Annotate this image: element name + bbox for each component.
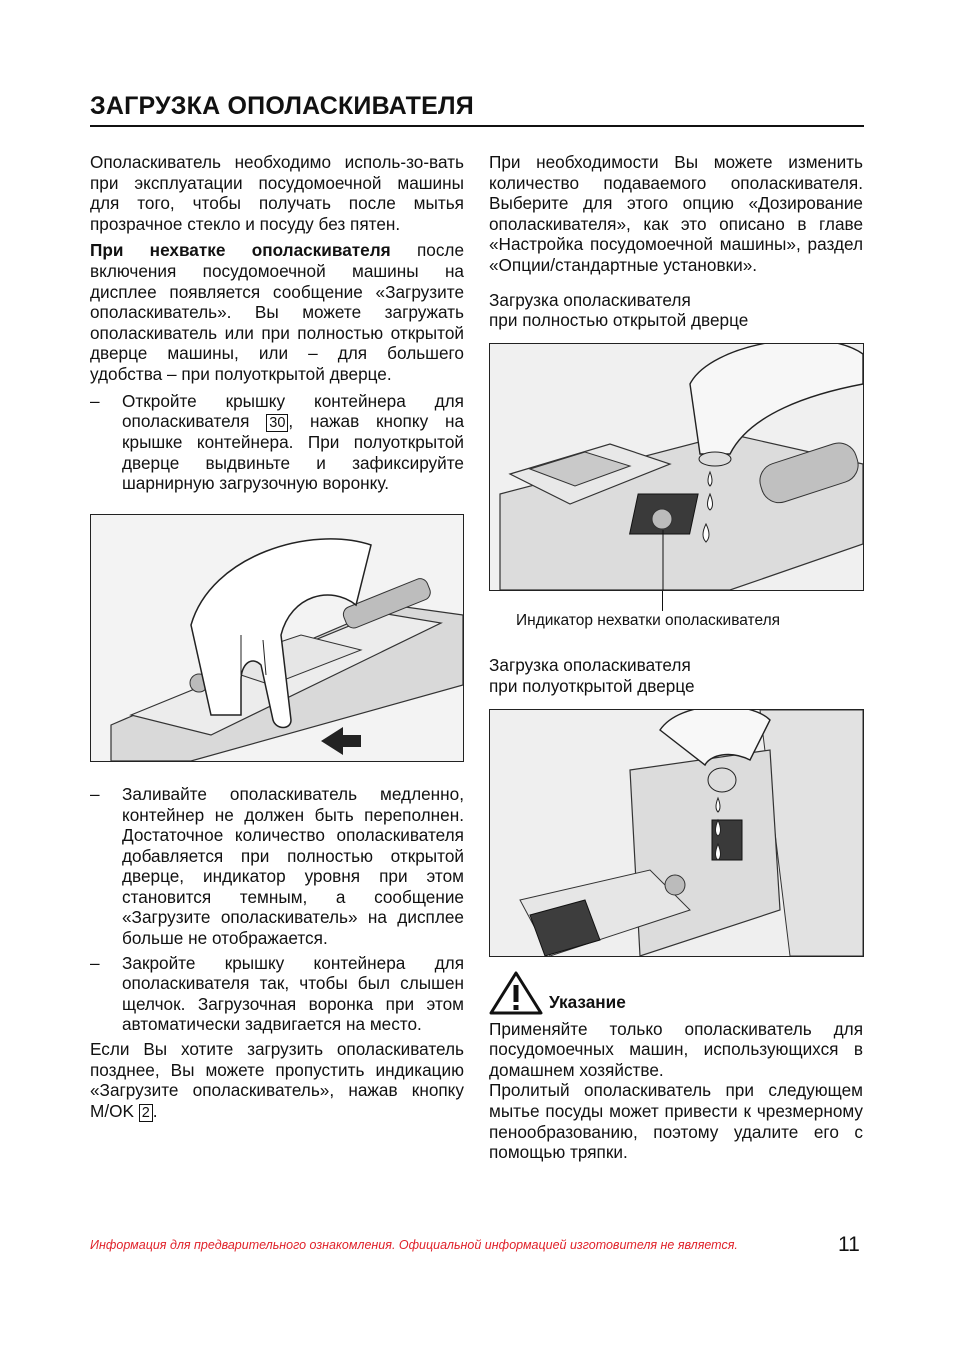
page-title: ЗАГРУЗКА ОПОЛАСКИВАТЕЛЯ <box>90 92 864 127</box>
skip-text-end: . <box>152 1100 158 1121</box>
page-number: 11 <box>838 1233 860 1256</box>
caption-full-open-line1: Загрузка ополаскивателя <box>489 289 691 310</box>
list-item: – Заливайте ополаскиватель медленно, контейнер не должен быть переполнен. Достаточное количество ополаскивателя добавляется при полностью открытой дверце, индикатор уровня при этом становится темным, а сообщение «Загрузите ополаскиватель» на дисплее больше не отображается. <box>90 783 464 949</box>
dispenser-half-open-illustration <box>490 710 863 956</box>
warning-triangle-icon <box>489 971 543 1015</box>
step-open-text-2: , нажав кнопку на крышке контейнера. При полуоткрытой дверце выдвиньте и зафиксируйте шарнирную загрузочную воронку. <box>122 411 465 494</box>
lack-text: после включения посудомоечной машины на дисплее появляется сообщение «Загрузите ополаскиватель». Вы можете загружать ополаскиватель или при полностью открытой дверце машины, или – для большего удобства – при полуоткрытой дверце. <box>90 240 464 384</box>
note-title: Указание <box>549 991 626 1012</box>
dispenser-full-open-illustration <box>490 344 863 590</box>
step-close-text: Закройте крышку контейнера для ополаскивателя так, чтобы был слышен щелчок. Загрузочная воронка при этом автоматически задвигается на место. <box>122 952 464 1035</box>
figure-full-open <box>489 343 864 591</box>
ref-number-30: 30 <box>266 414 288 432</box>
caption-half-open-line2: при полуоткрытой дверце <box>489 675 695 696</box>
note-text-1: Применяйте только ополаскиватель для посудомоечных машин, использующихся в домашнем хозяйстве. <box>489 1018 863 1080</box>
list-item: – Закройте крышку контейнера для ополаскивателя так, чтобы был слышен щелчок. Загрузочная воронка при этом автоматически задвигается на место. <box>90 952 464 1035</box>
caption-full-open <box>489 290 863 331</box>
left-column <box>90 152 464 1128</box>
footer-disclaimer: Информация для предварительного ознакомления. Официальной информацией изготовителя не является. <box>90 1238 738 1252</box>
step-fill-text: Заливайте ополаскиватель медленно, контейнер не должен быть переполнен. Достаточное количество ополаскивателя добавляется при полностью открытой дверце, индикатор уровня при этом становится темным, а сообщение «Загрузите ополаскиватель» на дисплее больше не отображается. <box>122 783 464 949</box>
lack-paragraph <box>90 240 464 384</box>
note-text-2: Пролитый ополаскиватель при следующем мытье посуды может привести к чрезмерному пенообразованию, поэтому удалите его с помощью тряпки. <box>489 1080 863 1163</box>
skip-text: Если Вы хотите загрузить ополаскиватель позднее, Вы можете пропустить индикацию «Загрузите ополаскиватель», нажав кнопку M/OK <box>90 1039 464 1121</box>
right-column <box>489 152 863 1169</box>
indicator-label: Индикатор нехватки ополаскивателя <box>516 611 781 629</box>
caption-half-open <box>489 655 863 696</box>
lack-bold-text: При нехватке ополаскивателя <box>90 240 391 261</box>
step-open-text: Откройте крышку контейнера для ополаскивателя <box>122 390 464 432</box>
skip-paragraph <box>90 1039 464 1122</box>
caption-half-open-line1: Загрузка ополаскивателя <box>489 655 691 676</box>
caption-full-open-line2: при полностью открытой дверце <box>489 310 749 331</box>
change-paragraph: При необходимости Вы можете изменить количество подаваемого ополаскивателя. Выберите для этого опцию «Дозирование ополаскивателя», как это описано в главе «Настройка посудомоечной машины», раздел «Опции/стандартные установки». <box>489 152 863 275</box>
figure-open-lid <box>90 514 464 762</box>
list-item: – Откройте крышку контейнера для ополаскивателя 30 , нажав кнопку на крышке контейнера. При полуоткрытой дверце выдвиньте и зафиксируйте шарнирную загрузочную воронку. <box>90 390 465 494</box>
intro-paragraph: Ополаскиватель необходимо исполь-зо-вать при эксплуатации посудомоечной машины для того, чтобы получать после мытья прозрачное стекло и посуду без пятен. <box>90 152 464 234</box>
ref-number-2: 2 <box>139 1104 153 1122</box>
note-header <box>489 971 863 1015</box>
hand-pressing-button-illustration <box>91 515 463 761</box>
figure-half-open <box>489 709 864 957</box>
